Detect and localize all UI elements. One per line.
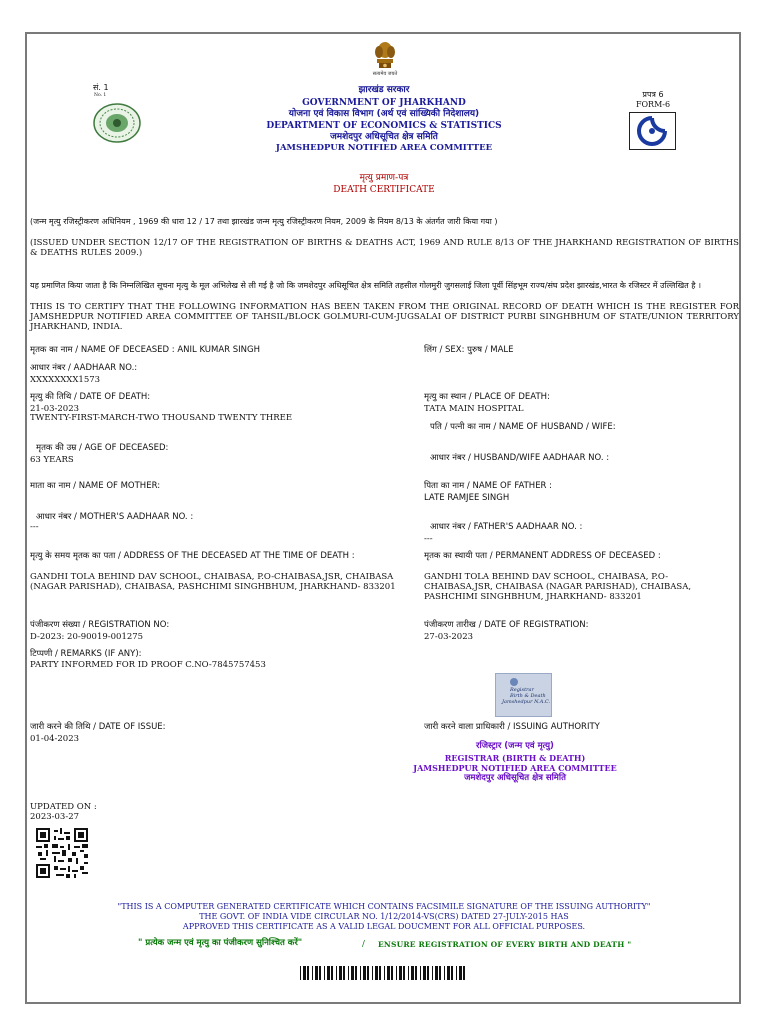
- issued-under-hindi: (जन्म मृत्यु रजिस्ट्रीकरण अधिनियम , 1969 की धारा 12 / 17 तथा झारखंड जन्म मृत्यु रजिस्ट्रीकरण नियम, 2009 के नियम 8/13 के अंतर्गत जारी किया गया ): [30, 217, 498, 226]
- emblem-caption: सत्यमेव जयते: [372, 71, 398, 77]
- spouse-aadhaar-label: आधार नंबर / HUSBAND/WIFE AADHAAR NO. :: [430, 453, 610, 463]
- remarks-label: टिप्पणी / REMARKS (IF ANY):: [30, 649, 142, 659]
- updated-on-value: 2023-03-27: [30, 812, 80, 822]
- place-of-death-label: मृत्यु का स्थान / PLACE OF DEATH:: [424, 392, 550, 402]
- certify-hindi: यह प्रमाणित किया जाता है कि निम्नलिखित सूचना मृत्यु के मूल अभिलेख से ली गई है जो कि जमशेदपुर अधिसूचित क्षेत्र समिति तहसील गोलमुरी जुगसलाई जिला पूर्वी सिंहभूम राज्य/संघ प्रदेश झारखंड,भारत के रजिस्टर में उल्लिखित है ।: [30, 281, 702, 290]
- aadhaar-value: XXXXXXXX1573: [30, 375, 101, 385]
- father-name-label: पिता का नाम / NAME OF FATHER :: [424, 481, 553, 491]
- issuing-authority-label: जारी करने वाला प्राधिकारी / ISSUING AUTHORITY: [424, 722, 600, 732]
- sex-field: लिंग / SEX: पुरुष / MALE: [424, 345, 514, 355]
- age-value: 63 YEARS: [30, 455, 74, 465]
- place-of-death-value: TATA MAIN HOSPITAL: [424, 404, 524, 414]
- permanent-address-label: मृतक का स्थायी पता / PERMANENT ADDRESS OF DECEASED :: [424, 551, 661, 561]
- registration-date-value: 27-03-2023: [424, 632, 474, 642]
- qr-code-icon: [36, 828, 88, 878]
- form-number-english: FORM-6: [635, 100, 671, 109]
- registration-date-label: पंजीकरण तारीख / DATE OF REGISTRATION:: [424, 620, 589, 630]
- stamp-line-2: Birth & Death: [510, 693, 546, 699]
- serial-hindi: सं. 1: [93, 83, 109, 92]
- serial-english: No. 1: [94, 93, 107, 98]
- updated-on-label: UPDATED ON :: [30, 802, 97, 812]
- mother-aadhaar-label: आधार नंबर / MOTHER'S AADHAAR NO. :: [36, 512, 194, 522]
- registrar-committee-hindi: जमशेदपुर अधिसूचित क्षेत्र समिति: [464, 773, 566, 783]
- date-of-death-value: 21-03-2023: [30, 404, 80, 414]
- committee-hindi: जमशेदपुर अधिसूचित क्षेत्र समिति: [330, 132, 438, 142]
- footer-note-1: "THIS IS A COMPUTER GENERATED CERTIFICATE WHICH CONTAINS FACSIMILE SIGNATURE OF THE ISSUING AUTHORITY": [117, 902, 651, 911]
- mother-name-label: माता का नाम / NAME OF MOTHER:: [30, 481, 161, 491]
- slogan-separator: /: [362, 939, 365, 949]
- certificate-title-english: DEATH CERTIFICATE: [333, 185, 435, 195]
- issue-date-label: जारी करने की तिथि / DATE OF ISSUE:: [30, 722, 166, 732]
- footer-note-3: APPROVED THIS CERTIFICATE AS A VALID LEGAL DOUCMENT FOR ALL OFFICIAL PURPOSES.: [182, 922, 586, 931]
- slogan-hindi: " प्रत्येक जन्म एवं मृत्यु का पंजीकरण सुनिश्चित करें": [138, 938, 303, 948]
- father-name-value: LATE RAMJEE SINGH: [424, 493, 510, 503]
- father-aadhaar-value: ---: [424, 534, 433, 544]
- national-emblem-icon: [370, 40, 400, 72]
- registration-no-label: पंजीकरण संख्या / REGISTRATION NO:: [30, 620, 170, 630]
- state-name-english: GOVERNMENT OF JHARKHAND: [302, 98, 466, 108]
- age-label: मृतक की उम्र / AGE OF DECEASED:: [36, 443, 169, 453]
- name-of-deceased: मृतक का नाम / NAME OF DECEASED : ANIL KUMAR SINGH: [30, 345, 261, 355]
- certificate-title-hindi: मृत्यु प्रमाण-पत्र: [359, 173, 409, 183]
- registrar-committee-english: JAMSHEDPUR NOTIFIED AREA COMMITTEE: [413, 763, 617, 773]
- registrar-title-english: REGISTRAR (BIRTH & DEATH): [444, 753, 586, 763]
- date-of-death-label: मृत्यु की तिथि / DATE OF DEATH:: [30, 392, 151, 402]
- department-english: DEPARTMENT OF ECONOMICS & STATISTICS: [266, 121, 502, 131]
- stamp-line-1: Registrar: [510, 687, 534, 693]
- registrar-stamp: [495, 673, 552, 717]
- committee-english: JAMSHEDPUR NOTIFIED AREA COMMITTEE: [275, 143, 493, 153]
- permanent-address-value: GANDHI TOLA BEHIND DAV SCHOOL, CHAIBASA, P.O-CHAIBASA,JSR, CHAIBASA (NAGAR PARISHAD), CHAIBASA, PASHCHIMI SINGHBHUM, JHARKHAND- 833201: [424, 572, 692, 602]
- state-name-hindi: झारखंड सरकार: [358, 85, 410, 95]
- form-number-hindi: प्रपत्र 6: [642, 90, 664, 99]
- mother-aadhaar-value: ---: [30, 522, 39, 532]
- remarks-value: PARTY INFORMED FOR ID PROOF C.NO-7845757453: [30, 660, 266, 670]
- father-aadhaar-label: आधार नंबर / FATHER'S AADHAAR NO. :: [430, 522, 583, 532]
- slogan-english: ENSURE REGISTRATION OF EVERY BIRTH AND DEATH ": [378, 940, 632, 949]
- stamp-line-3: Jamshedpur N.A.C.: [502, 699, 551, 705]
- registrar-title-hindi: रजिस्ट्रार (जन्म एवं मृत्यु): [476, 741, 554, 751]
- issued-under-english: (ISSUED UNDER SECTION 12/17 OF THE REGISTRATION OF BIRTHS & DEATHS ACT, 1969 AND RULE 8/13 OF THE JHARKHAND REGISTRATION OF BIRTHS & DEATHS RULES 2009.): [30, 238, 739, 258]
- registration-no-value: D-2023: 20-90019-001275: [30, 632, 144, 642]
- stamp-emblem-icon: [510, 678, 518, 686]
- certify-english: THIS IS TO CERTIFY THAT THE FOLLOWING INFORMATION HAS BEEN TAKEN FROM THE ORIGINAL RECORD OF DEATH WHICH IS THE REGISTER FOR JAMSHEDPUR NOTIFIED AREA COMMITTEE OF TAHSIL/BLOCK GOLMURI-CUM-JUGSALAI OF DISTRICT PURBI SINGHBHUM OF STATE/UNION TERRITORY JHARKHAND, INDIA.: [30, 302, 739, 332]
- department-hindi: योजना एवं विकास विभाग (अर्थ एवं सांख्यिकी निदेशालय): [288, 109, 480, 119]
- aadhaar-label: आधार नंबर / AADHAAR NO.:: [30, 363, 138, 373]
- footer-note-2: THE GOVT. OF INDIA VIDE CIRCULAR NO. 1/12/2014-VS(CRS) DATED 27-JULY-2015 HAS: [199, 912, 569, 921]
- barcode-icon: [300, 966, 470, 980]
- address-at-death-label: मृत्यु के समय मृतक का पता / ADDRESS OF THE DECEASED AT THE TIME OF DEATH :: [30, 551, 355, 561]
- issue-date-value: 01-04-2023: [30, 734, 80, 744]
- date-of-death-words: TWENTY-FIRST-MARCH-TWO THOUSAND TWENTY THREE: [30, 413, 293, 423]
- address-at-death-value: GANDHI TOLA BEHIND DAV SCHOOL, CHAIBASA, P.O-CHAIBASA,JSR, CHAIBASA (NAGAR PARISHAD), CHAIBASA, PASHCHIMI SINGHBHUM, JHARKHAND- 833201: [30, 572, 396, 592]
- spouse-name-label: पति / पत्नी का नाम / NAME OF HUSBAND / WIFE:: [430, 422, 616, 432]
